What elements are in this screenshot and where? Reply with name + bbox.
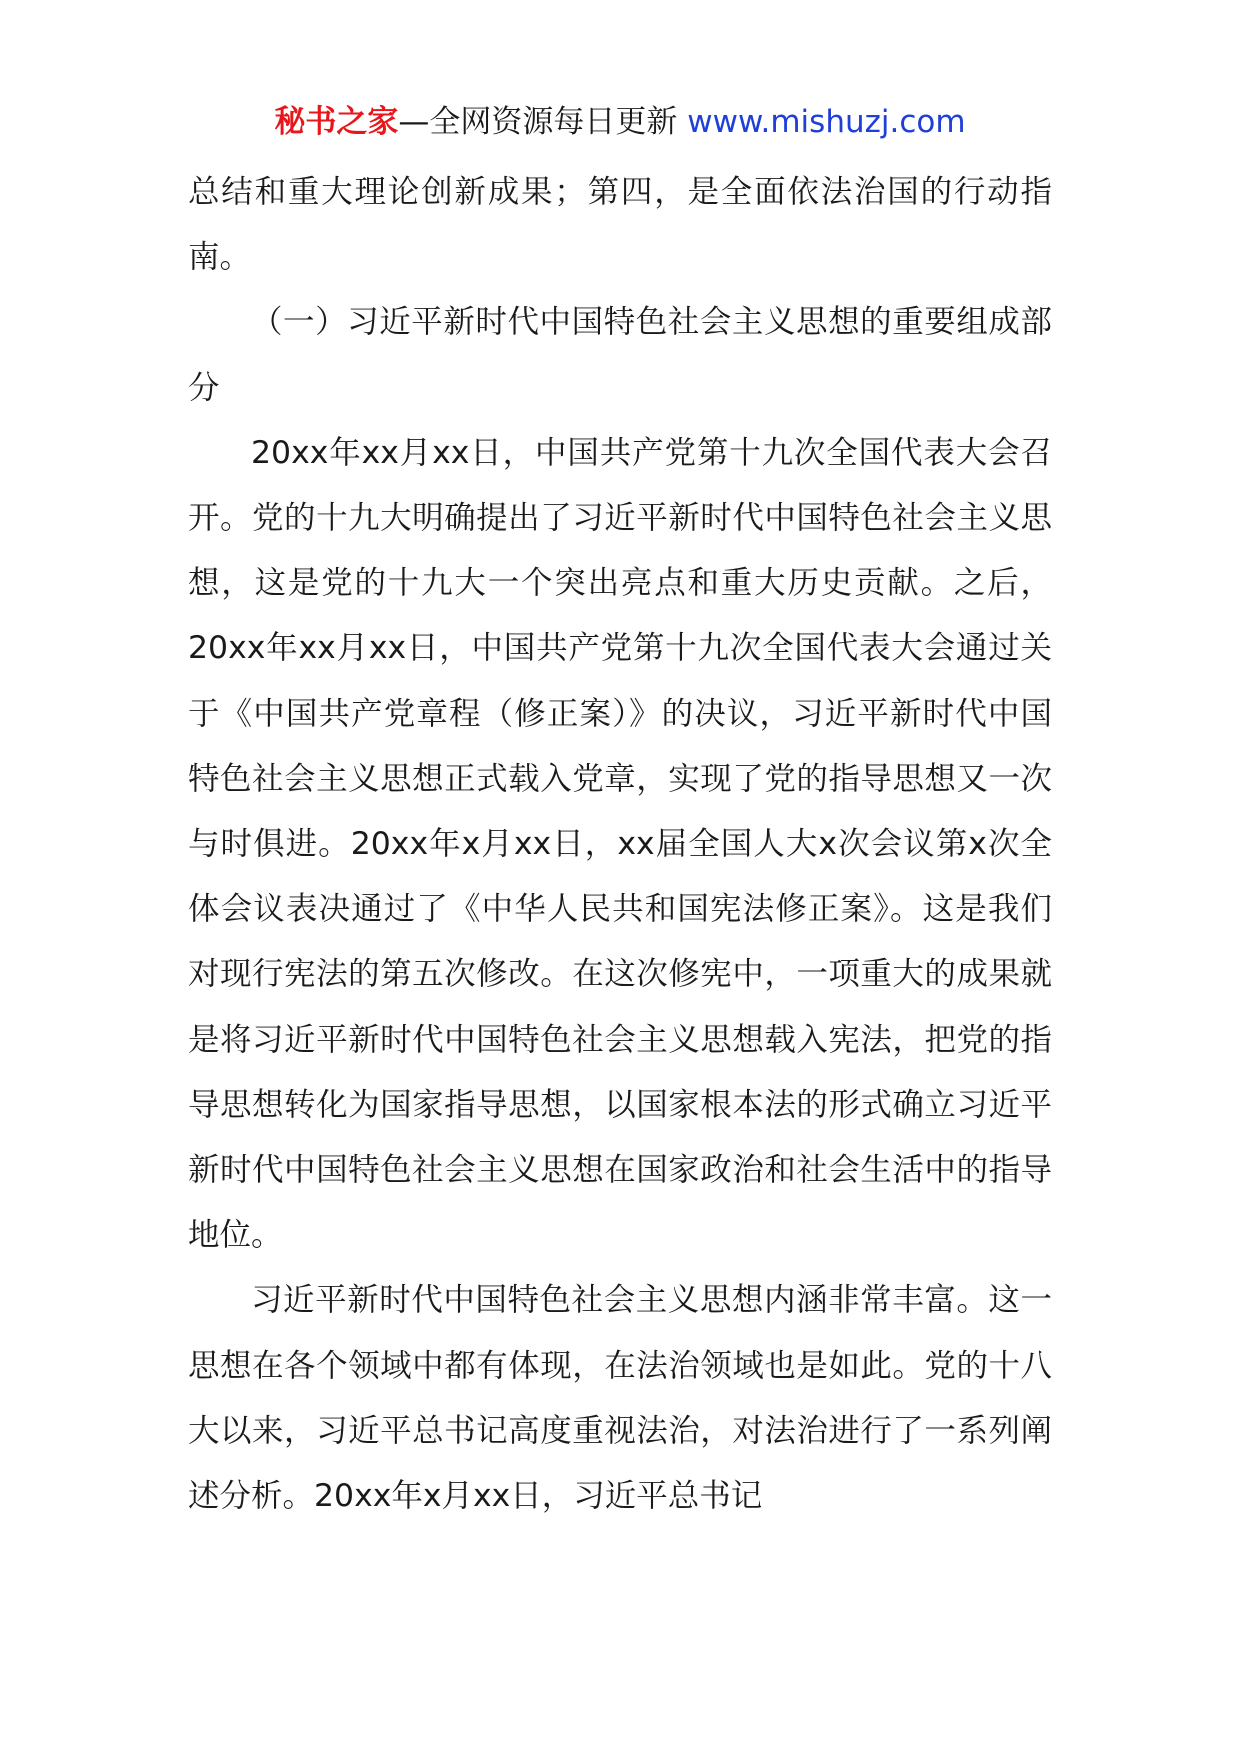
paragraph: 习近平新时代中国特色社会主义思想内涵非常丰富。这一思想在各个领域中都有体现，在法治领域也是如此。党的十八大以来，习近平总书记高度重视法治，对法治进行了一系列阐述分析。20xx年x月xx日，习近平总书记	[188, 1282, 1052, 1515]
paragraph-continuation: 总结和重大理论创新成果；第四，是全面依法治国的行动指南。	[188, 174, 1052, 276]
header-tagline: —全网资源每日更新	[398, 104, 678, 140]
header-site-link[interactable]: www.mishuzj.com	[687, 104, 966, 140]
section-heading: （一）习近平新时代中国特色社会主义思想的重要组成部分	[188, 304, 1052, 406]
document-body	[188, 160, 1052, 1529]
paragraph: 20xx年xx月xx日，中国共产党第十九次全国代表大会召开。党的十九大明确提出了习近平新时代中国特色社会主义思想，这是党的十九大一个突出亮点和重大历史贡献。之后，20xx年xx月xx日，中国共产党第十九次全国代表大会通过关于《中国共产党章程（修正案）》的决议，习近平新时代中国特色社会主义思想正式载入党章，实现了党的指导思想又一次与时俱进。20xx年x月xx日，xx届全国人大x次会议第x次全体会议表决通过了《中华人民共和国宪法修正案》。这是我们对现行宪法的第五次修改。在这次修宪中，一项重大的成果就是将习近平新时代中国特色社会主义思想载入宪法，把党的指导思想转化为国家指导思想，以国家根本法的形式确立习近平新时代中国特色社会主义思想在国家政治和社会生活中的指导地位。	[188, 434, 1052, 1254]
header-brand: 秘书之家	[274, 104, 399, 140]
page-header	[0, 100, 1240, 144]
